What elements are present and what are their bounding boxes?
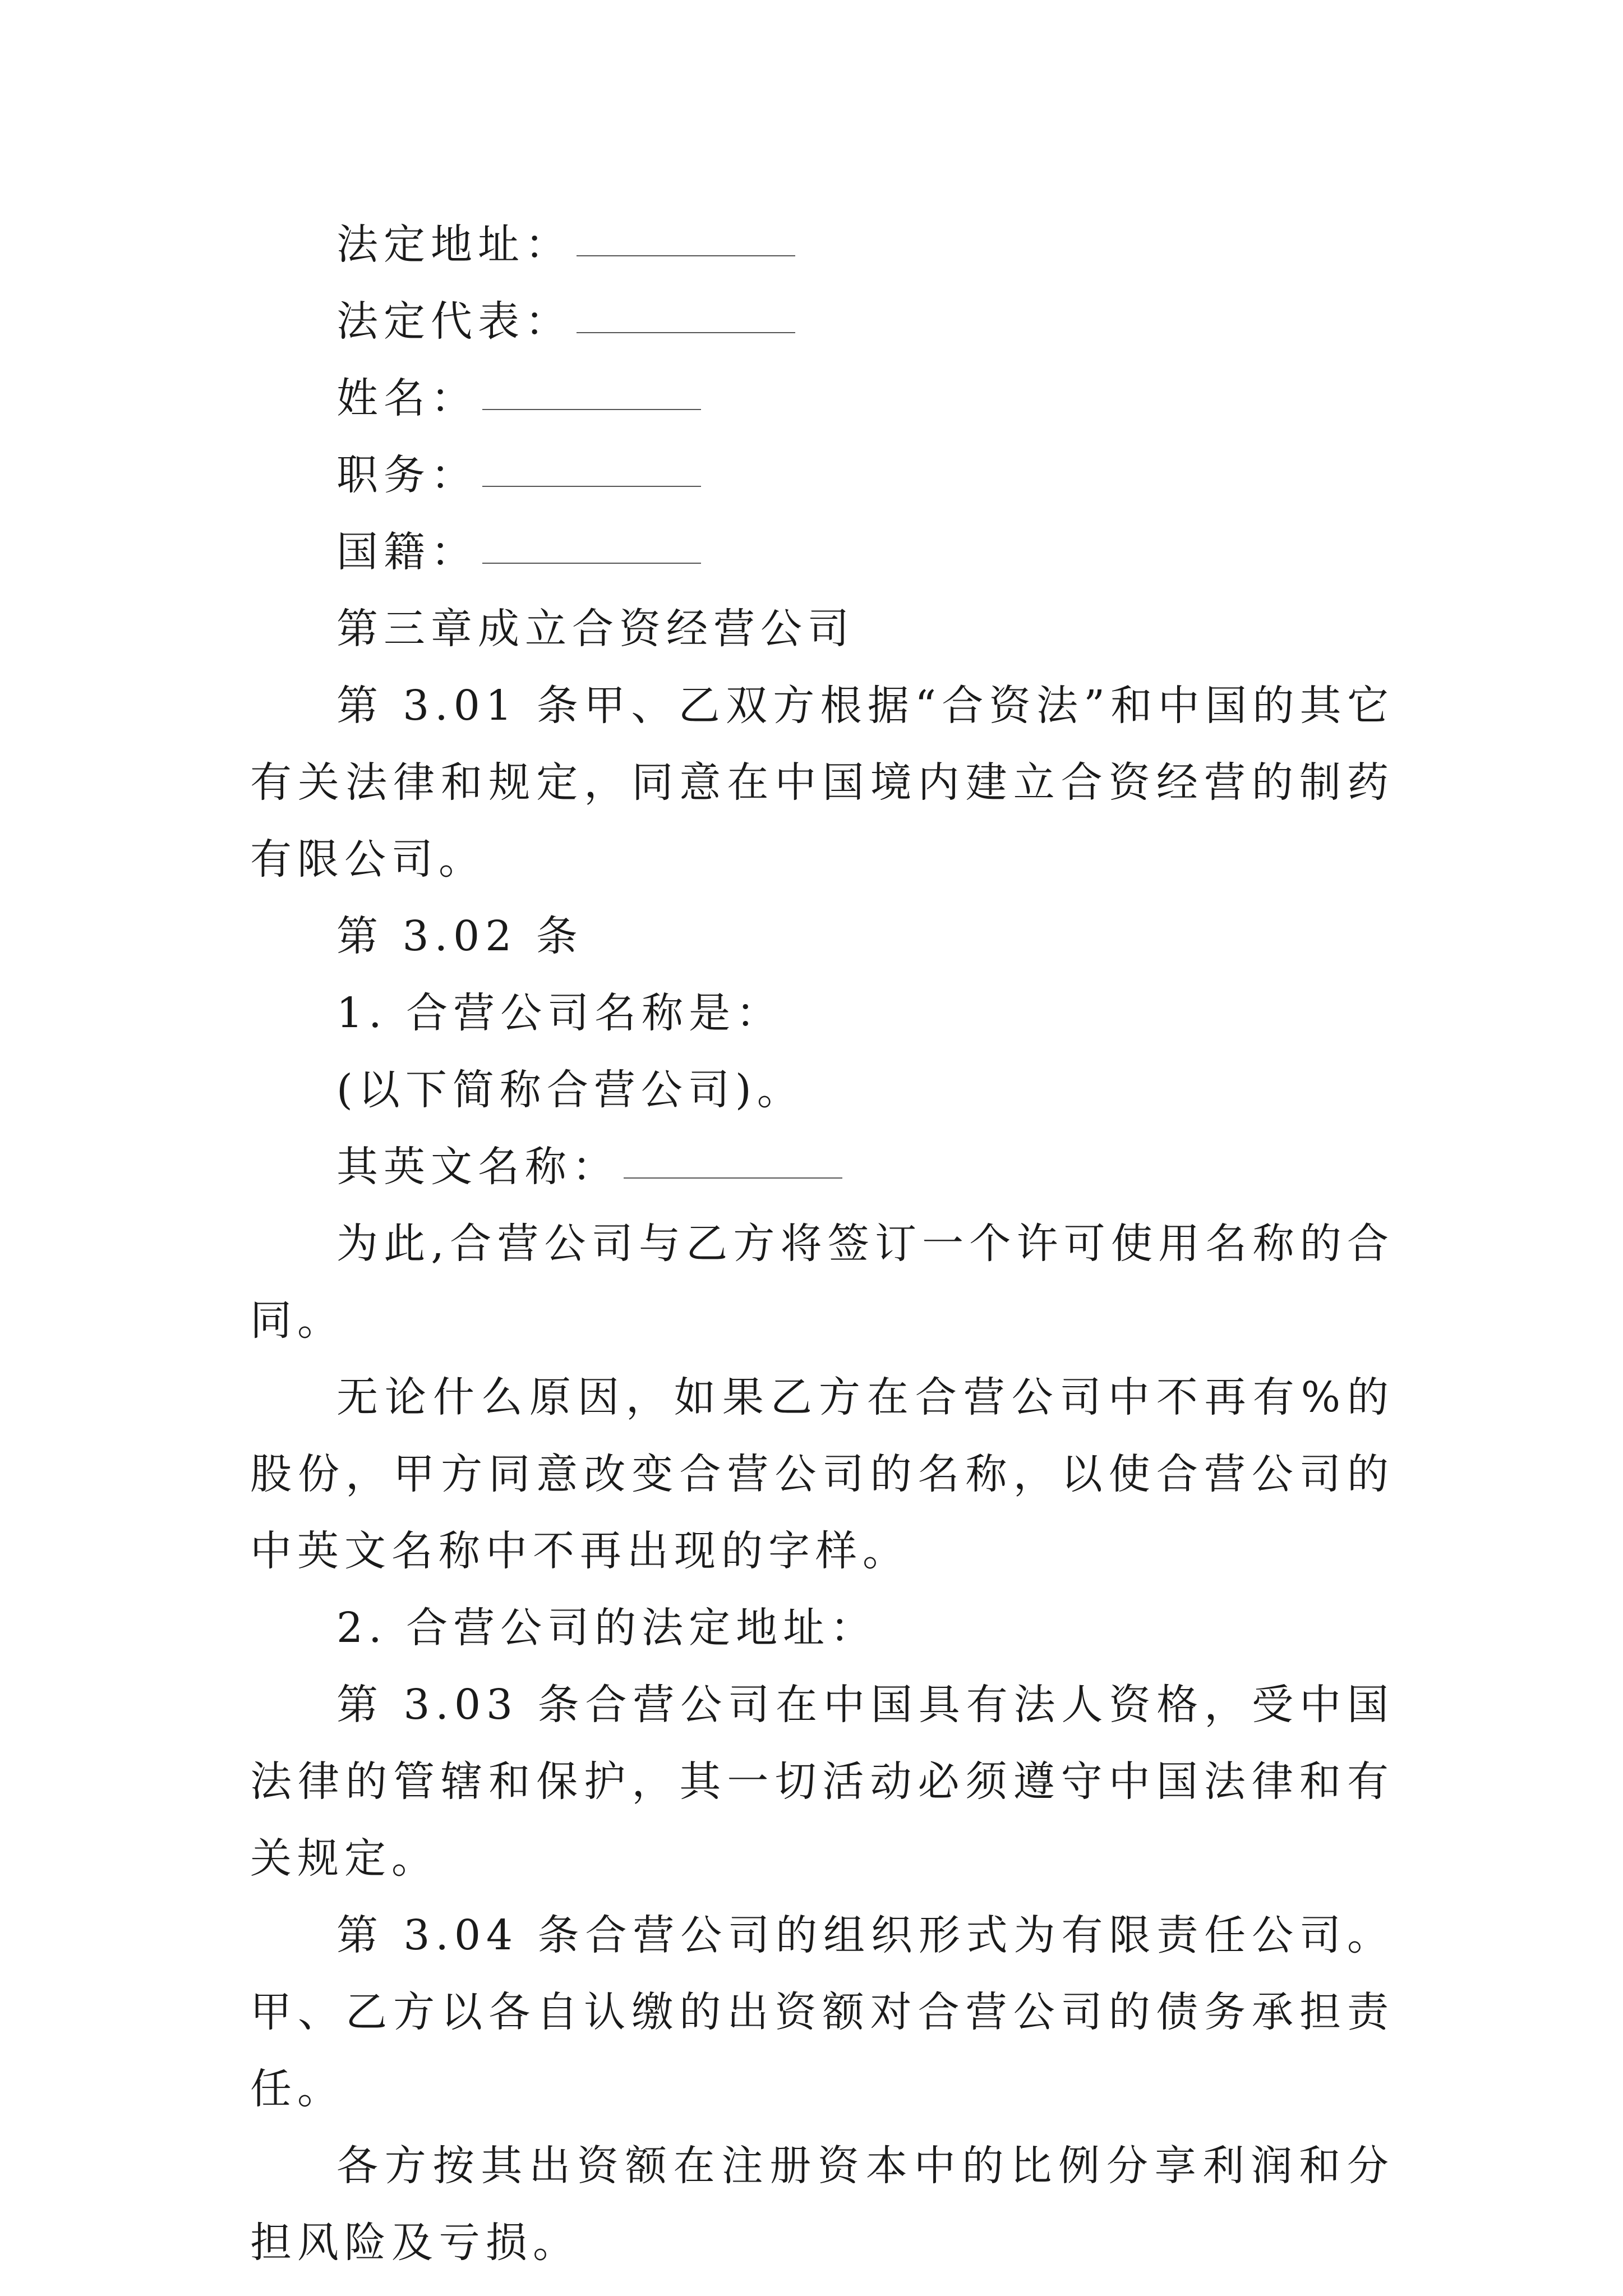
fill-in-blank	[577, 255, 795, 256]
field-label: 法定地址：	[336, 220, 572, 269]
fill-in-blank	[482, 409, 701, 410]
article-3-04: 第 3.04 条合营公司的组织形式为有限责任公司。甲、乙方以各自认缴的出资额对合营公司的债务承担责任。	[250, 1911, 1394, 2113]
position-field	[250, 437, 1394, 514]
article-3-01: 第 3.01 条甲、乙双方根据“合资法”和中国的其它有关法律和规定，同意在中国境内建立合资经营的制药有限公司。	[250, 682, 1394, 884]
document-body	[250, 206, 1394, 2281]
field-label: 职务：	[336, 451, 478, 499]
article-3-03: 第 3.03 条合营公司在中国具有法人资格，受中国法律的管辖和保护，其一切活动必须遵守中国法律和有关规定。	[250, 1681, 1394, 1883]
article-3-02-heading: 第 3.02 条	[336, 912, 583, 960]
chapter-title: 第三章成立合资经营公司	[336, 605, 855, 653]
field-label: 国籍：	[336, 528, 478, 576]
legal-address-field	[250, 206, 1394, 283]
fill-in-blank	[624, 1177, 842, 1179]
nationality-field	[250, 514, 1394, 591]
name-field	[250, 360, 1394, 437]
article-3-02-item-1: 1. 合营公司名称是：	[336, 989, 783, 1037]
english-name-field	[250, 1129, 1394, 1205]
fill-in-blank	[482, 486, 701, 487]
field-label: 法定代表：	[336, 297, 572, 346]
article-3-02-abbreviation: (以下简称合营公司)。	[336, 1066, 804, 1114]
legal-representative-field	[250, 283, 1394, 360]
field-label: 其英文名称：	[336, 1143, 619, 1191]
profit-sharing-paragraph: 各方按其出资额在注册资本中的比例分享利润和分担风险及亏损。	[250, 2142, 1394, 2267]
field-label: 姓名：	[336, 374, 478, 422]
fill-in-blank	[482, 563, 701, 564]
fill-in-blank	[577, 332, 795, 333]
license-paragraph: 为此,合营公司与乙方将签订一个许可使用名称的合同。	[250, 1220, 1394, 1345]
rename-paragraph: 无论什么原因，如果乙方在合营公司中不再有%的股份，甲方同意改变合营公司的名称，以使合营公司的中英文名称中不再出现的字样。	[250, 1373, 1394, 1575]
article-3-02-item-2: 2. 合营公司的法定地址：	[336, 1604, 878, 1652]
